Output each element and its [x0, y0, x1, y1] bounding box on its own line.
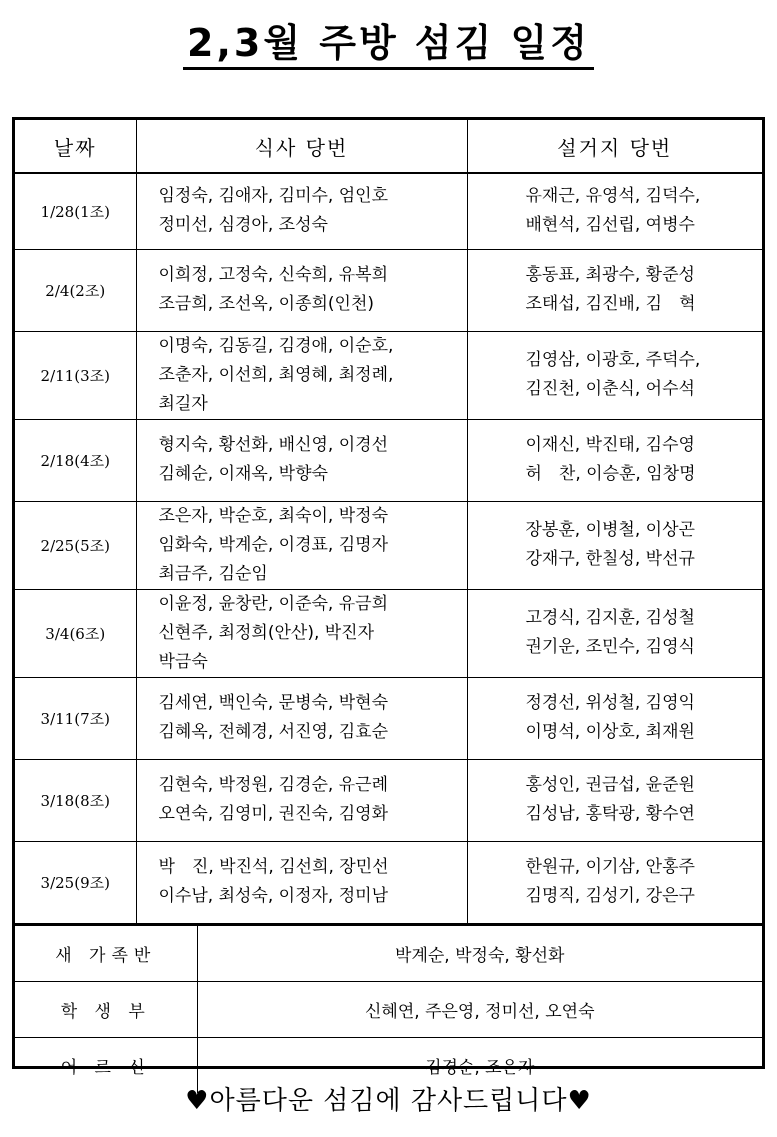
row-date: 2/11(3조)	[15, 331, 136, 419]
meal-name-line: 임정숙, 김애자, 김미수, 엄인호	[158, 186, 388, 207]
row-dish-duty	[467, 173, 762, 249]
group-table	[15, 924, 762, 1093]
row-meal-duty	[136, 759, 467, 841]
row-dish-duty	[467, 249, 762, 331]
table-row	[15, 419, 762, 501]
row-meal-duty	[136, 841, 467, 923]
group-row	[15, 981, 762, 1037]
table-row	[15, 759, 762, 841]
row-dish-duty	[467, 677, 762, 759]
row-date: 3/4(6조)	[15, 589, 136, 677]
dish-name-line: 정경선, 위성철, 김영익	[525, 693, 695, 713]
header-dish: 설거지 당번	[467, 120, 762, 173]
header-meal: 식사 당번	[136, 120, 467, 173]
meal-name-line: 이명숙, 김동길, 김경애, 이순호,	[158, 335, 394, 356]
page-title-wrap	[0, 12, 777, 67]
row-date: 3/11(7조)	[15, 677, 136, 759]
row-dish-duty	[467, 841, 762, 923]
meal-name-line: 최금주, 김순임	[158, 563, 268, 584]
meal-name-line: 이윤정, 윤창란, 이준숙, 유금희	[158, 593, 388, 614]
meal-name-line: 조금희, 조선옥, 이종희(인천)	[158, 294, 375, 314]
table-row	[15, 173, 762, 249]
meal-name-line: 형지숙, 황선화, 배신영, 이경선	[158, 435, 388, 455]
header-date: 날짜	[15, 120, 136, 173]
table-row	[15, 841, 762, 923]
meal-name-line: 박 진, 박진석, 김선희, 장민선	[158, 857, 389, 877]
table-row	[15, 331, 762, 419]
group-members: 김경순, 조은자	[197, 1037, 762, 1093]
schedule-frame	[12, 117, 765, 1078]
dish-name-line: 김진천, 이춘식, 어수석	[525, 379, 695, 399]
group-label: 새 가족반	[15, 925, 197, 982]
table-row	[15, 501, 762, 589]
group-row	[15, 925, 762, 982]
dish-name-line: 김영삼, 이광호, 주덕수,	[525, 350, 701, 370]
row-dish-duty	[467, 331, 762, 419]
dish-name-line: 이재신, 박진태, 김수영	[525, 435, 695, 455]
row-meal-duty	[136, 677, 467, 759]
dish-name-line: 배현석, 김선립, 여병수	[525, 215, 695, 236]
dish-name-line: 권기운, 조민수, 김영식	[525, 637, 695, 657]
dish-name-line: 김명직, 김성기, 강은구	[525, 886, 695, 906]
dish-name-line: 고경식, 김지훈, 김성철	[525, 608, 695, 628]
meal-name-line: 이희정, 고정숙, 신숙희, 유복희	[158, 265, 388, 285]
dish-name-line: 김성남, 홍탁광, 황수연	[525, 804, 695, 824]
row-dish-duty	[467, 501, 762, 589]
meal-name-line: 김현숙, 박정원, 김경순, 유근례	[158, 775, 388, 795]
row-date: 2/25(5조)	[15, 501, 136, 589]
row-dish-duty	[467, 419, 762, 501]
row-meal-duty	[136, 173, 467, 249]
table-row	[15, 589, 762, 677]
meal-name-line: 이수남, 최성숙, 이정자, 정미남	[158, 886, 388, 906]
meal-name-line: 박금숙	[158, 651, 208, 672]
row-date: 2/4(2조)	[15, 249, 136, 331]
row-date: 1/28(1조)	[15, 173, 136, 249]
dish-name-line: 유재근, 유영석, 김덕수,	[525, 186, 701, 207]
meal-name-line: 오연숙, 김영미, 권진숙, 김영화	[158, 804, 388, 824]
thanks-footer: ♥아름다운 섬김에 감사드립니다♥	[185, 1086, 592, 1116]
row-dish-duty	[467, 589, 762, 677]
meal-name-line: 조춘자, 이선희, 최영혜, 최정례,	[158, 364, 394, 385]
schedule-table	[15, 120, 762, 924]
meal-name-line: 정미선, 심경아, 조성숙	[158, 215, 328, 236]
row-date: 3/25(9조)	[15, 841, 136, 923]
group-members: 신혜연, 주은영, 정미선, 오연숙	[197, 981, 762, 1037]
group-rows	[15, 925, 762, 1093]
row-date: 3/18(8조)	[15, 759, 136, 841]
dish-name-line: 강재구, 한칠성, 박선규	[525, 549, 695, 569]
group-members: 박계순, 박정숙, 황선화	[197, 925, 762, 982]
dish-name-line: 홍동표, 최광수, 황준성	[525, 265, 695, 285]
meal-name-line: 김세연, 백인숙, 문병숙, 박현숙	[158, 693, 388, 713]
row-meal-duty	[136, 249, 467, 331]
page-title: 2,3월 주방 섬김 일정	[183, 21, 594, 70]
table-row	[15, 677, 762, 759]
meal-name-line: 신현주, 최정희(안산), 박진자	[158, 622, 375, 643]
meal-name-line: 임화숙, 박계순, 이경표, 김명자	[158, 534, 388, 555]
group-label: 학 생 부	[15, 981, 197, 1037]
header-row	[15, 120, 762, 173]
row-meal-duty	[136, 589, 467, 677]
schedule-rows	[15, 173, 762, 923]
dish-name-line: 한원규, 이기삼, 안홍주	[525, 857, 695, 877]
row-dish-duty	[467, 759, 762, 841]
meal-name-line: 김혜순, 이재옥, 박향숙	[158, 464, 328, 484]
meal-name-line: 김혜옥, 전혜경, 서진영, 김효순	[158, 722, 388, 742]
row-meal-duty	[136, 501, 467, 589]
table-row	[15, 249, 762, 331]
row-date: 2/18(4조)	[15, 419, 136, 501]
row-meal-duty	[136, 419, 467, 501]
dish-name-line: 이명석, 이상호, 최재원	[525, 722, 695, 742]
dish-name-line: 장봉훈, 이병철, 이상곤	[525, 520, 695, 540]
dish-name-line: 홍성인, 권금섭, 윤준원	[525, 775, 695, 795]
dish-name-line: 조태섭, 김진배, 김 혁	[525, 294, 696, 314]
meal-name-line: 최길자	[158, 393, 208, 414]
group-label: 어 르 신	[15, 1037, 197, 1093]
dish-name-line: 허 찬, 이승훈, 임창명	[525, 464, 696, 484]
meal-name-line: 조은자, 박순호, 최숙이, 박정숙	[158, 505, 388, 526]
row-meal-duty	[136, 331, 467, 419]
